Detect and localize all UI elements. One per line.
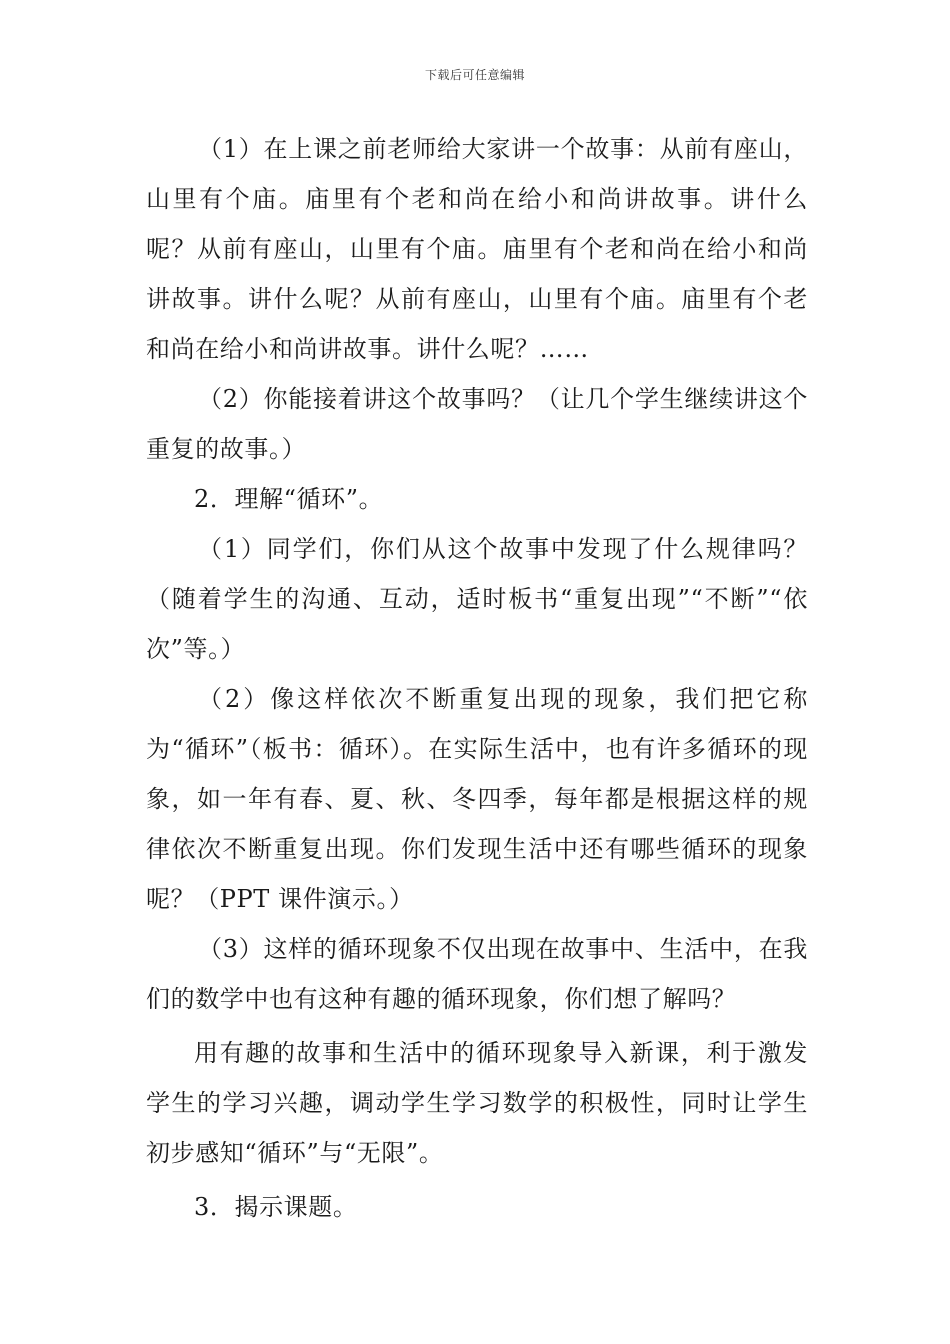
paragraph-define-cycle: （2）像这样依次不断重复出现的现象，我们把它称为“循环”（板书：循环）。在实际生活中，也有许多循环的现象，如一年有春、夏、秋、冬四季，每年都是根据这样的规律依次不断重复出现。你们发现生活中还有哪些循环的现象呢？（PPT 课件演示。） [146, 685, 808, 913]
paragraph-continue-story: （2）你能接着讲这个故事吗？（让几个学生继续讲这个重复的故事。） [146, 385, 808, 463]
paragraph-design-note: 用有趣的故事和生活中的循环现象导入新课，利于激发学生的学习兴趣，调动学生学习数学的积极性，同时让学生初步感知“循环”与“无限”。 [146, 1039, 808, 1167]
paragraph-math-cycle: （3）这样的循环现象不仅出现在故事中、生活中，在我们的数学中也有这种有趣的循环现象，你们想了解吗？ [146, 935, 808, 1013]
paragraph-story: （1）在上课之前老师给大家讲一个故事：从前有座山，山里有个庙。庙里有个老和尚在给小和尚讲故事。讲什么呢？从前有座山，山里有个庙。庙里有个老和尚在给小和尚讲故事。讲什么呢？从前有座山，山里有个庙。庙里有个老和尚在给小和尚讲故事。讲什么呢？…… [146, 135, 808, 363]
document-body [146, 124, 808, 1232]
section-heading-understand-cycle: 2．理解“循环”。 [194, 485, 384, 513]
paragraph-find-pattern: （1）同学们，你们从这个故事中发现了什么规律吗？（随着学生的沟通、互动，适时板书“重复出现”“不断”“依次”等。） [146, 535, 808, 663]
page-header: 下载后可任意编辑 [424, 68, 525, 82]
section-heading-reveal-topic: 3．揭示课题。 [194, 1193, 358, 1221]
